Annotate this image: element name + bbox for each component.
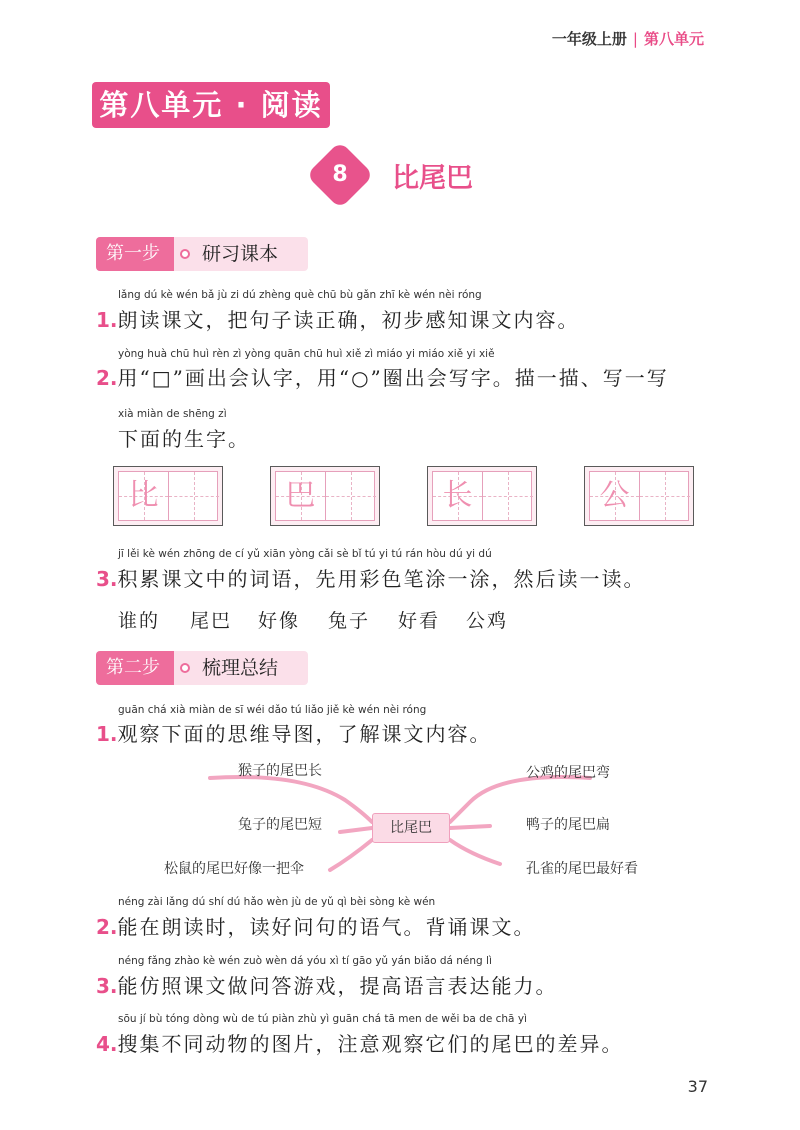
branch-right-3 bbox=[450, 840, 500, 864]
writing-grid-4 bbox=[584, 466, 694, 526]
s2-item2-number: 2. bbox=[96, 915, 118, 939]
s2-item3 bbox=[96, 970, 558, 999]
s1-item1-pinyin: lǎng dú kè wén bǎ jù zi dú zhèng què chū bù gǎn zhī kè wén nèi róng bbox=[118, 289, 482, 301]
branch-right-2 bbox=[450, 826, 490, 828]
s1-item3-text: 积累课文中的词语，先用彩色笔涂一涂，然后读一读。 bbox=[117, 567, 646, 591]
s2-item4-number: 4. bbox=[96, 1032, 118, 1056]
branch-left-3 bbox=[330, 840, 372, 870]
step1-dot-icon bbox=[180, 249, 190, 259]
s2-item1-number: 1. bbox=[96, 722, 118, 746]
page-number: 37 bbox=[687, 1077, 708, 1096]
lesson-number: 8 bbox=[332, 162, 348, 187]
unit-title-banner bbox=[92, 82, 330, 128]
s1-item2-number: 2. bbox=[96, 366, 118, 390]
header-unit: 第八单元 bbox=[643, 30, 704, 48]
s1-item2-pinyin: yòng huà chū huì rèn zì yòng quān chū huì xiě zì miáo yi miáo xiě yi xiě bbox=[118, 348, 495, 360]
s2-item1-text: 观察下面的思维导图，了解课文内容。 bbox=[117, 722, 492, 746]
word-3: 好像 bbox=[258, 610, 301, 632]
s1-item3-pinyin: jī lěi kè wén zhōng de cí yǔ xiān yòng cǎi sè bǐ tú yi tú rán hòu dú yi dú bbox=[118, 548, 492, 560]
writing-grid-1 bbox=[113, 466, 223, 526]
mindmap-left-1: 猴子的尾巴长 bbox=[238, 763, 322, 779]
mindmap-right-2: 鸭子的尾巴扁 bbox=[526, 817, 610, 833]
mindmap-left-2: 兔子的尾巴短 bbox=[238, 817, 322, 833]
s1-item2-text: 用“□”画出会认字，用“○”圈出会写字。描一描、写一写 bbox=[117, 366, 669, 390]
header-grade: 一年级上册 bbox=[551, 30, 627, 48]
s1-item1 bbox=[96, 304, 580, 333]
s2-item3-pinyin: néng fǎng zhào kè wén zuò wèn dá yóu xì tí gāo yǔ yán biǎo dá néng lì bbox=[118, 955, 492, 967]
step1-text: 研习课本 bbox=[202, 243, 279, 265]
s2-item2-pinyin: néng zài lǎng dú shí dú hǎo wèn jù de yǔ qì bèi sòng kè wén bbox=[118, 896, 436, 908]
step2-label: 第二步 bbox=[96, 651, 174, 685]
word-4: 兔子 bbox=[328, 610, 371, 632]
grid-char-1: 比 bbox=[128, 478, 159, 513]
mindmap-right-3: 孔雀的尾巴最好看 bbox=[526, 861, 638, 877]
s1-item2 bbox=[96, 362, 669, 391]
s1-item2-text2: 下面的生字。 bbox=[118, 427, 250, 451]
step1-label: 第一步 bbox=[96, 237, 174, 271]
s2-item2-text: 能在朗读时，读好问句的语气。背诵课文。 bbox=[117, 915, 536, 939]
s2-item3-number: 3. bbox=[96, 974, 118, 998]
writing-grid-2 bbox=[270, 466, 380, 526]
s2-item4-pinyin: sōu jí bù tóng dòng wù de tú piàn zhù yì guān chá tā men de wěi ba de chā yì bbox=[118, 1013, 527, 1025]
s2-item4 bbox=[96, 1028, 624, 1057]
step2-banner bbox=[96, 651, 308, 685]
grid-char-2: 巴 bbox=[285, 478, 316, 513]
s1-item3-number: 3. bbox=[96, 567, 118, 591]
s1-item1-number: 1. bbox=[96, 308, 118, 332]
branch-left-2 bbox=[340, 828, 372, 832]
grid-char-3: 长 bbox=[442, 478, 473, 513]
word-2: 尾巴 bbox=[190, 610, 233, 632]
s1-item1-text: 朗读课文，把句子读正确，初步感知课文内容。 bbox=[117, 308, 580, 332]
s2-item3-text: 能仿照课文做问答游戏，提高语言表达能力。 bbox=[117, 974, 558, 998]
word-6: 公鸡 bbox=[466, 610, 509, 632]
mindmap-right-1: 公鸡的尾巴弯 bbox=[526, 765, 610, 781]
lesson-title: 比尾巴 bbox=[392, 163, 473, 194]
header-separator: | bbox=[632, 30, 638, 48]
s1-item2-pinyin2: xià miàn de shēng zì bbox=[118, 408, 227, 420]
grid-char-4: 公 bbox=[599, 478, 630, 513]
s2-item4-text: 搜集不同动物的图片，注意观察它们的尾巴的差异。 bbox=[117, 1032, 624, 1056]
s1-item3 bbox=[96, 563, 646, 592]
word-5: 好看 bbox=[398, 610, 441, 632]
step1-banner bbox=[96, 237, 308, 271]
page-header bbox=[552, 28, 704, 49]
step2-dot-icon bbox=[180, 663, 190, 673]
mindmap-left-3: 松鼠的尾巴好像一把伞 bbox=[164, 861, 304, 877]
unit-title: 第八单元 · 阅读 bbox=[99, 88, 323, 122]
mindmap-center: 比尾巴 bbox=[372, 813, 450, 843]
s2-item2 bbox=[96, 911, 536, 940]
step2-text: 梳理总结 bbox=[202, 657, 279, 679]
s2-item1-pinyin: guān chá xià miàn de sī wéi dǎo tú liǎo jiě kè wén nèi róng bbox=[118, 704, 427, 716]
word-1: 谁的 bbox=[118, 610, 161, 632]
writing-grid-3 bbox=[427, 466, 537, 526]
